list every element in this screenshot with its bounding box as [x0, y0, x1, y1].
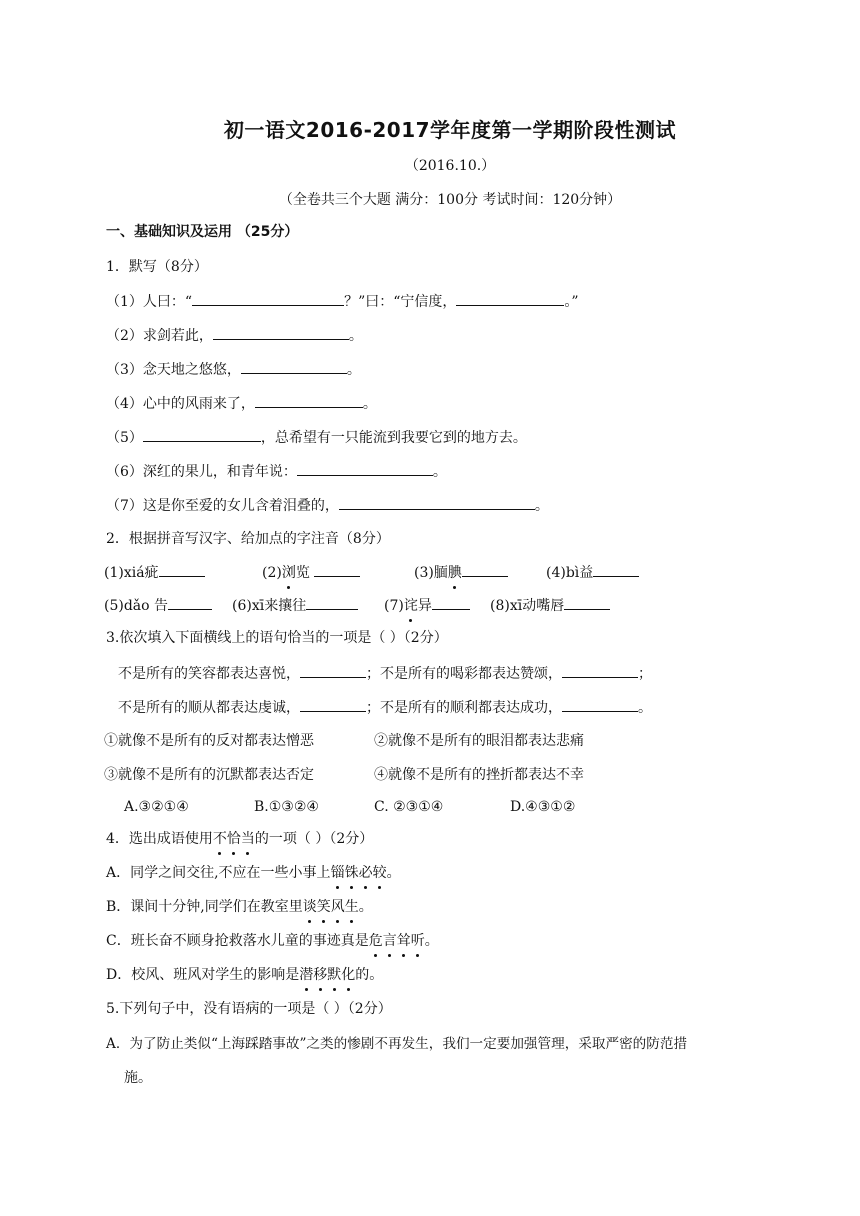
question-3-option-d[interactable]: D.④③①② — [510, 799, 576, 815]
question-3-sentence-1: 不是所有的笑容都表达喜悦， ；不是所有的喝彩都表达赞颂， ； — [118, 663, 652, 684]
question-3-option-b[interactable]: B.①③②④ — [254, 799, 319, 815]
question-4-option-b[interactable]: B．课间十分钟,同学们在教室里谈笑风生。 — [106, 899, 373, 915]
question-1-item-6: （6）深红的果儿，和青年说： 。 — [106, 461, 447, 482]
pinyin-item-5: (5)dǎo 告 — [104, 595, 212, 616]
answer-blank[interactable] — [143, 427, 261, 442]
answer-blank[interactable] — [300, 663, 366, 678]
answer-blank[interactable] — [339, 495, 535, 510]
answer-blank[interactable] — [456, 291, 564, 306]
exam-date: （2016.10.） — [404, 158, 496, 174]
question-3-phrase-4: ④就像不是所有的挫折都表达不幸 — [374, 767, 584, 783]
answer-blank[interactable] — [562, 663, 638, 678]
pinyin-item-8: (8)xī动嘴唇 — [490, 595, 610, 616]
answer-blank[interactable] — [593, 562, 639, 577]
answer-blank[interactable] — [168, 595, 212, 610]
exam-info: （全卷共三个大题 满分：100分 考试时间：120分钟） — [278, 192, 622, 208]
answer-blank[interactable] — [462, 562, 508, 577]
answer-blank[interactable] — [241, 359, 347, 374]
question-1-item-4: （4）心中的风雨来了， 。 — [106, 393, 377, 414]
question-4-option-c[interactable]: C．班长奋不顾身抢救落水儿童的事迹真是危言耸听。 — [106, 933, 439, 949]
answer-blank[interactable] — [306, 595, 358, 610]
question-1-item-2: （2）求剑若此， 。 — [106, 325, 363, 346]
pinyin-item-2: (2)浏览 — [262, 562, 360, 583]
question-4-heading: 4．选出成语使用不恰当的一项（ ）（2分） — [106, 831, 374, 847]
answer-blank[interactable] — [255, 393, 363, 408]
pinyin-item-1: (1)xiá疵 — [104, 562, 205, 583]
question-5-option-a[interactable]: A．为了防止类似“上海踩踏事故”之类的惨剧不再发生，我们一定要加强管理，采取严密的防范措 — [106, 1036, 688, 1052]
section-heading: 一、基础知识及运用 （25分） — [106, 224, 299, 240]
question-4-option-a[interactable]: A．同学之间交往,不应在一些小事上锱铢必较。 — [106, 865, 401, 881]
question-3-phrase-3: ③就像不是所有的沉默都表达否定 — [104, 767, 314, 783]
question-5-heading: 5.下列句子中，没有语病的一项是（ ）（2分） — [106, 1001, 392, 1017]
answer-blank[interactable] — [192, 291, 344, 306]
question-4-option-d[interactable]: D．校风、班风对学生的影响是潜移默化的。 — [106, 967, 384, 983]
question-3-option-c[interactable]: C. ②③①④ — [374, 799, 444, 815]
pinyin-item-4: (4)bì益 — [546, 562, 639, 583]
answer-blank[interactable] — [159, 562, 205, 577]
answer-blank[interactable] — [564, 595, 610, 610]
question-3-option-a[interactable]: A.③②①④ — [124, 799, 189, 815]
question-3-phrase-2: ②就像不是所有的眼泪都表达悲痛 — [374, 733, 584, 749]
answer-blank[interactable] — [297, 461, 433, 476]
question-1-heading: 1．默写（8分） — [106, 259, 208, 275]
question-3-heading: 3.依次填入下面横线上的语句恰当的一项是（ ）（2分） — [106, 630, 448, 646]
answer-blank[interactable] — [562, 697, 638, 712]
question-1-item-5: （5） ，总希望有一只能流到我要它到的地方去。 — [106, 427, 527, 448]
pinyin-item-6: (6)xī来攘往 — [232, 595, 358, 616]
answer-blank[interactable] — [314, 562, 360, 577]
question-1-item-3: （3）念天地之悠悠， 。 — [106, 359, 361, 380]
page-title: 初一语文2016-2017学年度第一学期阶段性测试 — [223, 118, 677, 142]
question-3-phrase-1: ①就像不是所有的反对都表达憎恶 — [104, 733, 314, 749]
question-1-item-7: （7）这是你至爱的女儿含着泪叠的， 。 — [106, 495, 549, 516]
answer-blank[interactable] — [432, 595, 470, 610]
answer-blank[interactable] — [300, 697, 366, 712]
pinyin-item-3: (3)腼腆 — [414, 562, 508, 583]
pinyin-item-7: (7)诧异 — [384, 595, 470, 616]
question-5-option-a-cont: 施。 — [124, 1070, 152, 1086]
answer-blank[interactable] — [213, 325, 349, 340]
question-1-item-1: （1）人曰：“ ？”曰：“宁信度， 。” — [106, 291, 579, 312]
question-3-sentence-2: 不是所有的顺从都表达虔诚， ；不是所有的顺利都表达成功， 。 — [118, 697, 652, 718]
question-2-heading: 2．根据拼音写汉字、给加点的字注音（8分） — [106, 531, 390, 547]
